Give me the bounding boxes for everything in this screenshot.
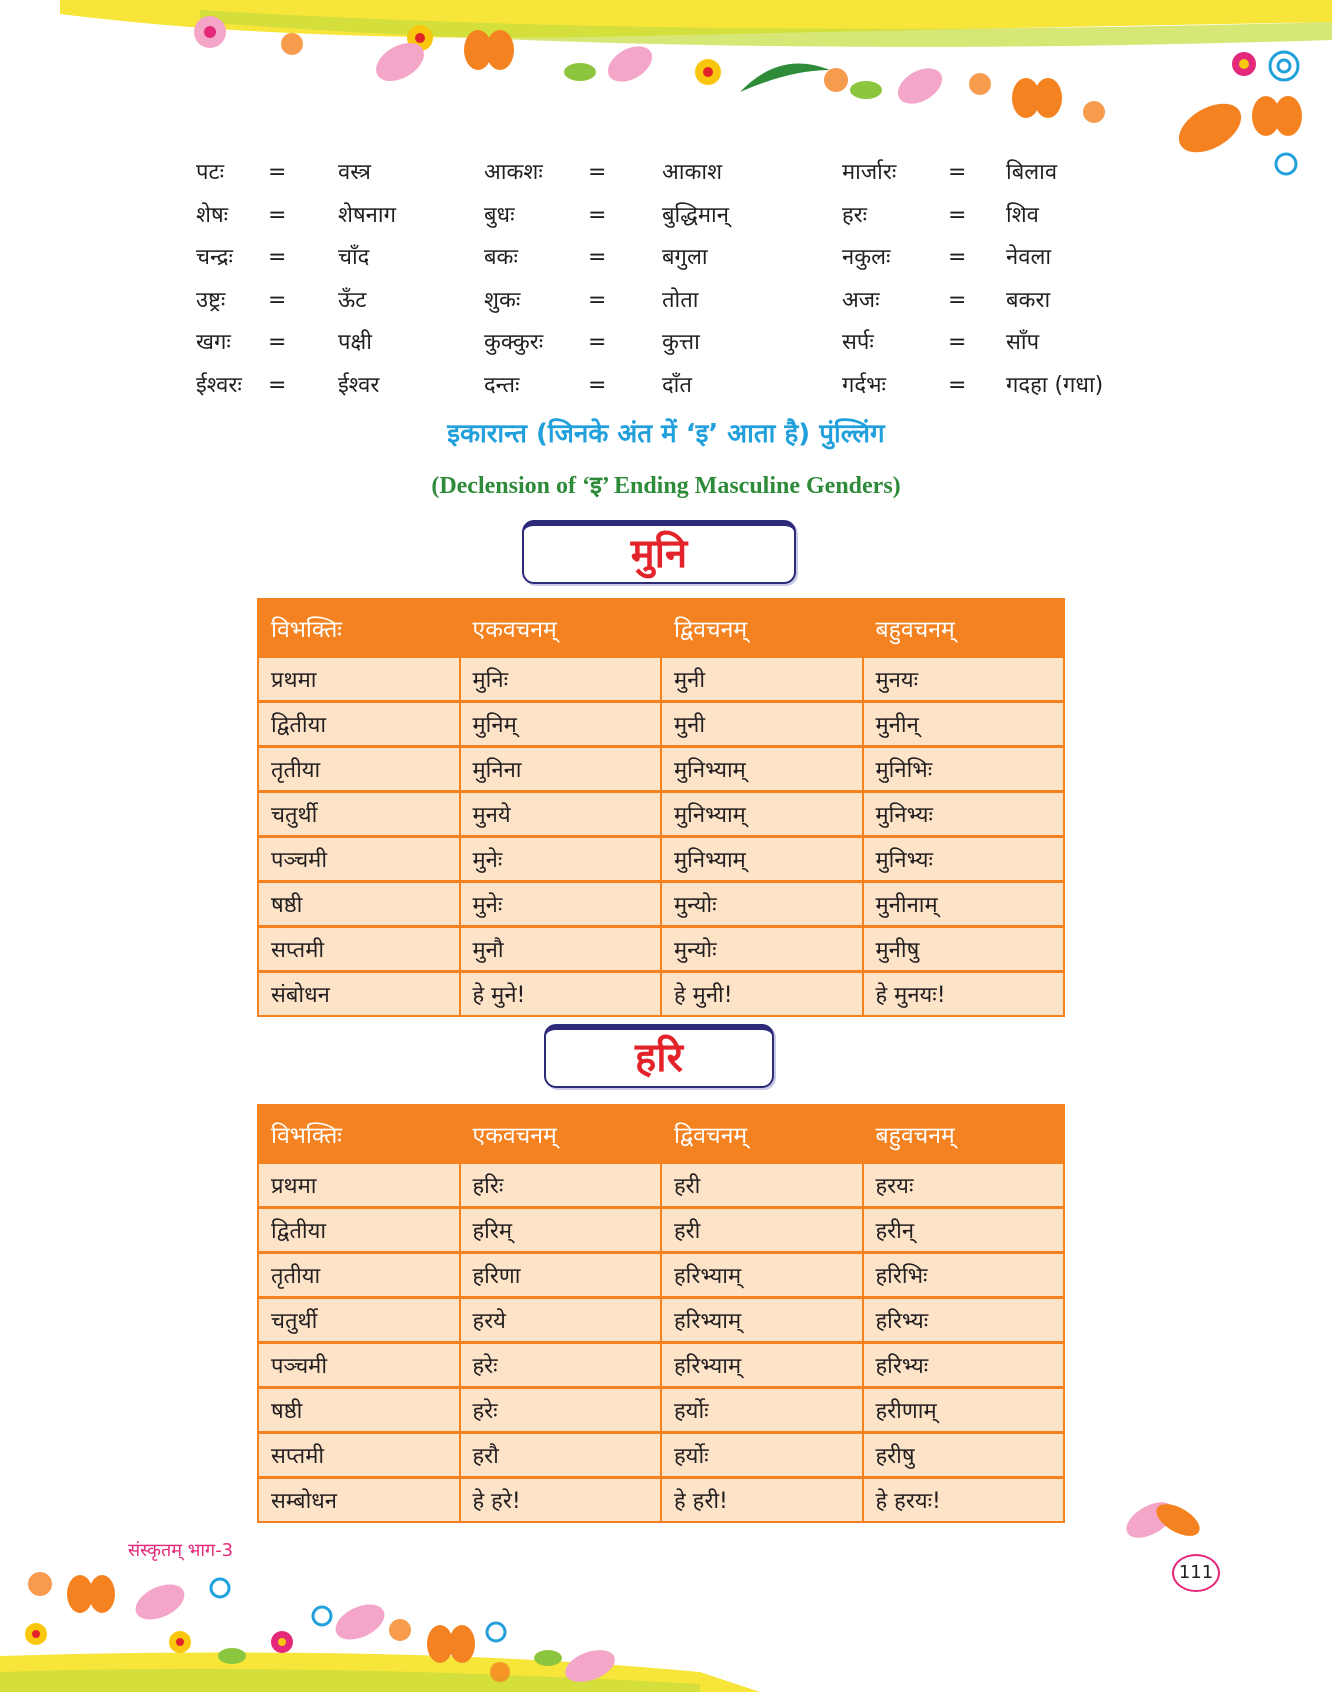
meaning: नेवला <box>1006 245 1052 270</box>
vocabulary-row <box>196 195 1156 238</box>
table-row <box>258 837 1064 882</box>
header-dvivachan: द्विवचनम् <box>661 599 863 657</box>
singular-form: मुनेः <box>460 837 662 882</box>
singular-form: मुनिना <box>460 747 662 792</box>
plural-form: हरीणाम् <box>863 1388 1065 1433</box>
section-heading-english: (Declension of ‘इ’ Ending Masculine Genders) <box>431 473 901 499</box>
equals-sign: = <box>588 160 607 185</box>
case-name: सम्बोधन <box>258 1478 460 1523</box>
dual-form: हे मुनी! <box>661 972 863 1017</box>
table-row <box>258 747 1064 792</box>
table-row <box>258 702 1064 747</box>
singular-form: हरिणा <box>460 1253 662 1298</box>
equals-sign: = <box>948 160 967 185</box>
equals-sign: = <box>588 245 607 270</box>
meaning: शेषनाग <box>338 202 396 228</box>
butterfly-icon <box>1252 96 1302 136</box>
equals-sign: = <box>948 287 967 313</box>
meaning: गदहा (गधा) <box>1006 372 1104 398</box>
dual-form: हर्योः <box>661 1388 863 1433</box>
hari-declension-table <box>257 1104 1065 1523</box>
equals-sign: = <box>948 245 967 270</box>
equals-sign: = <box>588 287 607 313</box>
case-name: षष्ठी <box>258 882 460 927</box>
table-row <box>258 972 1064 1017</box>
meaning: दाँत <box>662 372 692 398</box>
meaning: बिलाव <box>1006 160 1058 185</box>
table-header-row <box>258 1105 1064 1163</box>
plural-form: मुनिभ्यः <box>863 837 1065 882</box>
dual-form: हरिभ्याम् <box>661 1343 863 1388</box>
case-name: द्वितीया <box>258 702 460 747</box>
word: दन्तः <box>484 372 520 398</box>
equals-sign: = <box>268 202 287 228</box>
dual-form: मुनिभ्याम् <box>661 792 863 837</box>
table-header-row <box>258 599 1064 657</box>
equals-sign: = <box>948 372 967 398</box>
singular-form: हरेः <box>460 1388 662 1433</box>
equals-sign: = <box>948 330 967 355</box>
word: हरः <box>842 202 868 228</box>
header-bahuvachan: बहुवचनम् <box>863 1105 1065 1163</box>
meaning: ईश्वर <box>338 372 380 398</box>
case-name: चतुर्थी <box>258 1298 460 1343</box>
singular-form: मुनेः <box>460 882 662 927</box>
plural-form: मुनीन् <box>863 702 1065 747</box>
singular-form: मुनिः <box>460 657 662 702</box>
table-row <box>258 1253 1064 1298</box>
hari-title-box: हरि <box>544 1024 774 1088</box>
header-bahuvachan: बहुवचनम् <box>863 599 1065 657</box>
dual-form: मुन्योः <box>661 927 863 972</box>
table-row <box>258 657 1064 702</box>
word: नकुलः <box>842 245 891 270</box>
bottom-floral-border <box>0 1548 1332 1692</box>
singular-form: मुनौ <box>460 927 662 972</box>
dual-form: हरिभ्याम् <box>661 1253 863 1298</box>
singular-form: मुनये <box>460 792 662 837</box>
meaning: वस्त्र <box>338 160 371 185</box>
section-heading-hindi: इकारान्त (जिनके अंत में ‘इ’ आता है) पुंल्लिंग <box>447 419 885 449</box>
table-row <box>258 792 1064 837</box>
word: उष्ट्रः <box>196 287 226 313</box>
equals-sign: = <box>948 202 967 228</box>
singular-form: हे हरे! <box>460 1478 662 1523</box>
plural-form: मुनीषु <box>863 927 1065 972</box>
meaning: बुद्धिमान् <box>662 202 729 228</box>
table-row <box>258 882 1064 927</box>
singular-form: हे मुने! <box>460 972 662 1017</box>
vocabulary-row <box>196 152 1156 195</box>
equals-sign: = <box>588 202 607 228</box>
vocabulary-list <box>196 152 1156 407</box>
plural-form: हरीन् <box>863 1208 1065 1253</box>
word: कुक्कुरः <box>484 330 544 355</box>
case-name: सप्तमी <box>258 927 460 972</box>
singular-form: हरौ <box>460 1433 662 1478</box>
dual-form: हरिभ्याम् <box>661 1298 863 1343</box>
word: शेषः <box>196 202 229 228</box>
header-ekavachan: एकवचनम् <box>460 599 662 657</box>
table-row <box>258 1163 1064 1208</box>
singular-form: मुनिम् <box>460 702 662 747</box>
equals-sign: = <box>268 160 287 185</box>
table-row <box>258 1298 1064 1343</box>
case-name: प्रथमा <box>258 657 460 702</box>
word: आकशः <box>484 160 543 185</box>
table-row <box>258 1208 1064 1253</box>
meaning: ऊँट <box>338 287 367 313</box>
meaning: शिव <box>1006 202 1039 228</box>
singular-form: हरिः <box>460 1163 662 1208</box>
dual-form: हरी <box>661 1208 863 1253</box>
book-title: संस्कृतम् भाग-3 <box>128 1540 234 1561</box>
plural-form: हरयः <box>863 1163 1065 1208</box>
word: गर्दभः <box>842 372 886 398</box>
dual-form: हे हरी! <box>661 1478 863 1523</box>
plural-form: हे हरयः! <box>863 1478 1065 1523</box>
word: बुधः <box>484 202 515 228</box>
vocabulary-row <box>196 280 1156 323</box>
table-row <box>258 1388 1064 1433</box>
dual-form: मुनी <box>661 702 863 747</box>
case-name: षष्ठी <box>258 1388 460 1433</box>
meaning: साँप <box>1006 330 1040 355</box>
butterfly-icon <box>1012 78 1062 118</box>
word: शुकः <box>484 287 521 313</box>
case-name: पञ्चमी <box>258 1343 460 1388</box>
meaning: बगुला <box>662 245 708 270</box>
dual-form: मुनी <box>661 657 863 702</box>
table-row <box>258 927 1064 972</box>
dual-form: हर्योः <box>661 1433 863 1478</box>
dual-form: मुनिभ्याम् <box>661 837 863 882</box>
dual-form: मुनिभ्याम् <box>661 747 863 792</box>
word: चन्द्रः <box>196 245 233 270</box>
word: सर्पः <box>842 330 874 355</box>
header-vibhakti: विभक्तिः <box>258 1105 460 1163</box>
word: अजः <box>842 287 880 313</box>
dual-form: मुन्योः <box>661 882 863 927</box>
case-name: प्रथमा <box>258 1163 460 1208</box>
dual-form: हरी <box>661 1163 863 1208</box>
equals-sign: = <box>268 245 287 270</box>
case-name: सप्तमी <box>258 1433 460 1478</box>
muni-declension-table <box>257 598 1065 1017</box>
case-name: द्वितीया <box>258 1208 460 1253</box>
header-ekavachan: एकवचनम् <box>460 1105 662 1163</box>
singular-form: हरये <box>460 1298 662 1343</box>
word: मार्जारः <box>842 160 897 185</box>
plural-form: हरिभिः <box>863 1253 1065 1298</box>
plural-form: मुनीनाम् <box>863 882 1065 927</box>
butterfly-icon <box>67 1575 115 1613</box>
plural-form: हरिभ्यः <box>863 1343 1065 1388</box>
case-name: तृतीया <box>258 747 460 792</box>
equals-sign: = <box>588 372 607 398</box>
word: खगः <box>196 330 231 355</box>
plural-form: मुनिभिः <box>863 747 1065 792</box>
corner-petal-icon <box>1120 1490 1210 1550</box>
table-row <box>258 1343 1064 1388</box>
plural-form: मुनिभ्यः <box>863 792 1065 837</box>
header-dvivachan: द्विवचनम् <box>661 1105 863 1163</box>
table-row <box>258 1433 1064 1478</box>
case-name: पञ्चमी <box>258 837 460 882</box>
vocabulary-row <box>196 237 1156 280</box>
case-name: चतुर्थी <box>258 792 460 837</box>
equals-sign: = <box>268 287 287 313</box>
muni-title-box: मुनि <box>522 520 796 584</box>
case-name: संबोधन <box>258 972 460 1017</box>
singular-form: हरेः <box>460 1343 662 1388</box>
plural-form: हरीषु <box>863 1433 1065 1478</box>
singular-form: हरिम् <box>460 1208 662 1253</box>
equals-sign: = <box>268 330 287 355</box>
case-name: तृतीया <box>258 1253 460 1298</box>
plural-form: मुनयः <box>863 657 1065 702</box>
header-vibhakti: विभक्तिः <box>258 599 460 657</box>
plural-form: हरिभ्यः <box>863 1298 1065 1343</box>
table-row <box>258 1478 1064 1523</box>
meaning: बकरा <box>1006 287 1051 313</box>
equals-sign: = <box>268 372 287 398</box>
meaning: कुत्ता <box>662 330 700 355</box>
vocabulary-row <box>196 365 1156 408</box>
page-number: 111 <box>1172 1554 1220 1592</box>
word: बकः <box>484 245 518 270</box>
meaning: आकाश <box>662 160 723 185</box>
meaning: चाँद <box>338 245 370 270</box>
word: पटः <box>196 160 225 185</box>
vocabulary-row <box>196 322 1156 365</box>
equals-sign: = <box>588 330 607 355</box>
meaning: पक्षी <box>338 330 372 355</box>
plural-form: हे मुनयः! <box>863 972 1065 1017</box>
meaning: तोता <box>662 287 699 313</box>
word: ईश्वरः <box>196 372 242 398</box>
